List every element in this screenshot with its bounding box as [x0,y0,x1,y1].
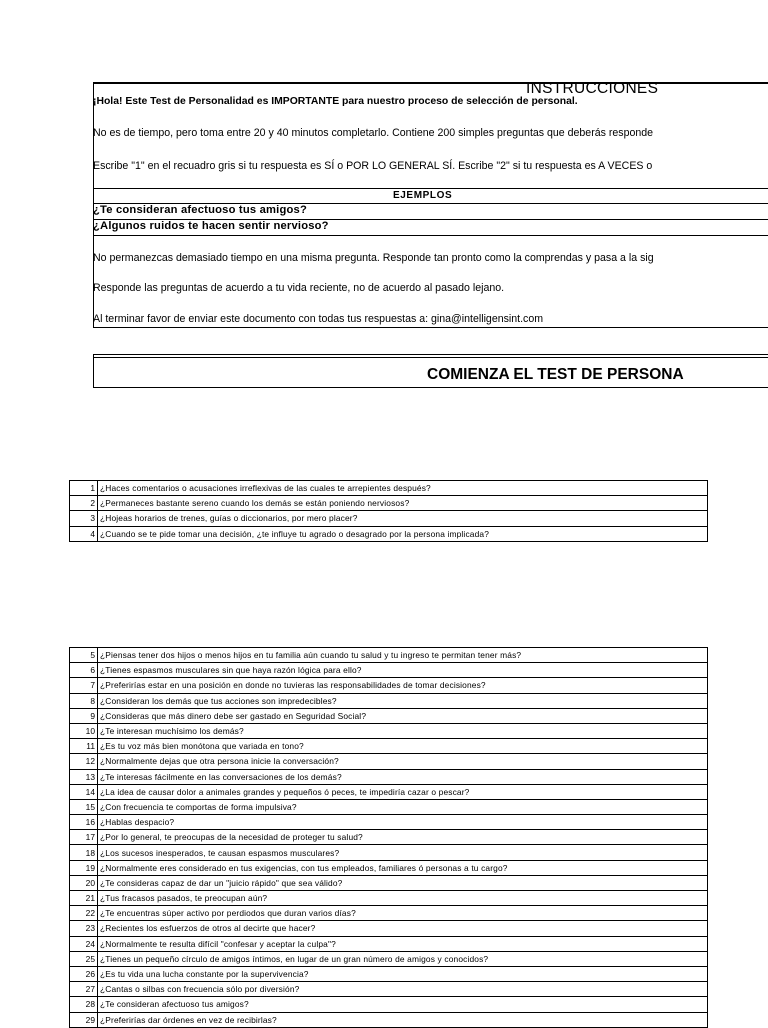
questions-table-1 [69,480,708,542]
question-text: ¿Recientes los esfuerzos de otros al decirte que hacer? [98,921,708,936]
question-text: ¿Permaneces bastante sereno cuando los demás se están poniendo nerviosos? [98,496,708,511]
question-row [70,481,708,496]
question-number: 28 [70,997,98,1012]
instructions-intro: ¡Hola! Este Test de Personalidad es IMPORTANTE para nuestro proceso de selección de personal. [93,96,578,107]
question-text: ¿Cuando se te pide tomar una decisión, ¿te influye tu agrado o desagrado por la persona implicada? [98,526,708,541]
question-row [70,799,708,814]
question-number: 19 [70,860,98,875]
question-row [70,906,708,921]
instructions-bottom-border [93,327,768,328]
question-number: 27 [70,982,98,997]
question-number: 11 [70,739,98,754]
question-number: 4 [70,526,98,541]
question-number: 26 [70,966,98,981]
question-text: ¿Piensas tener dos hijos o menos hijos en tu familia aún cuando tu salud y tu ingreso te permitan tener más? [98,648,708,663]
question-number: 22 [70,906,98,921]
question-row [70,663,708,678]
question-text: ¿Te interesan muchísimo los demás? [98,723,708,738]
question-row [70,739,708,754]
question-number: 25 [70,951,98,966]
question-row [70,708,708,723]
instructions-send-note: Al terminar favor de enviar este documento con todas tus respuestas a: gina@intelligensint.com [93,313,544,325]
question-row [70,784,708,799]
question-row [70,997,708,1012]
instructions-scoring-note: Escribe "1" en el recuadro gris si tu respuesta es SÍ o POR LO GENERAL SÍ. Escribe "2" si tu respuesta es A VECES o [93,160,653,172]
question-row [70,1012,708,1027]
question-row [70,951,708,966]
question-row [70,936,708,951]
question-row [70,526,708,541]
question-row [70,830,708,845]
question-number: 3 [70,511,98,526]
question-text: ¿Es tu vida una lucha constante por la supervivencia? [98,966,708,981]
banner-top-border [93,354,768,355]
question-text: ¿Por lo general, te preocupas de la necesidad de proteger tu salud? [98,830,708,845]
question-text: ¿Consideras que más dinero debe ser gastado en Seguridad Social? [98,708,708,723]
question-row [70,891,708,906]
question-text: ¿Normalmente eres considerado en tus exigencias, con tus empleados, familiares ó personas a tu cargo? [98,860,708,875]
question-number: 2 [70,496,98,511]
question-number: 6 [70,663,98,678]
instructions-speed-note: No permanezcas demasiado tiempo en una misma pregunta. Responde tan pronto como la comprendas y pasa a la sig [93,252,654,264]
question-text: ¿La idea de causar dolor a animales grandes y pequeños ó peces, te impediría cazar o pescar? [98,784,708,799]
banner-bottom-border [93,387,768,388]
question-text: ¿Con frecuencia te comportas de forma impulsiva? [98,799,708,814]
question-number: 10 [70,723,98,738]
question-text: ¿Tus fracasos pasados, te preocupan aún? [98,891,708,906]
instructions-section [93,82,768,328]
examples-heading: EJEMPLOS [393,190,453,201]
instructions-title: INSTRUCCIONES [526,82,659,97]
question-row [70,648,708,663]
test-start-banner [93,354,768,388]
instructions-top-border [93,82,768,84]
question-number: 24 [70,936,98,951]
question-number: 23 [70,921,98,936]
question-number: 20 [70,875,98,890]
question-text: ¿Haces comentarios o acusaciones irreflexivas de las cuales te arrepientes después? [98,481,708,496]
question-text: ¿Preferirías dar órdenes en vez de recibirlas? [98,1012,708,1027]
question-row [70,754,708,769]
example-question-1: ¿Te consideran afectuoso tus amigos? [93,204,307,216]
question-text: ¿Te consideran afectuoso tus amigos? [98,997,708,1012]
question-row [70,769,708,784]
question-number: 1 [70,481,98,496]
banner-left-border [93,354,94,388]
question-number: 21 [70,891,98,906]
question-number: 16 [70,815,98,830]
question-text: ¿Consideran los demás que tus acciones son impredecibles? [98,693,708,708]
question-text: ¿Cantas o silbas con frecuencia sólo por diversión? [98,982,708,997]
question-number: 13 [70,769,98,784]
instructions-recent-note: Responde las preguntas de acuerdo a tu vida reciente, no de acuerdo al pasado lejano. [93,282,505,294]
question-number: 29 [70,1012,98,1027]
question-row [70,845,708,860]
example-question-2: ¿Algunos ruidos te hacen sentir nervioso? [93,220,329,232]
question-number: 9 [70,708,98,723]
question-number: 15 [70,799,98,814]
example-divider-3 [93,235,768,236]
question-number: 5 [70,648,98,663]
question-number: 14 [70,784,98,799]
questions-table-2 [69,647,708,1028]
question-row [70,921,708,936]
banner-title: COMIENZA EL TEST DE PERSONA [427,366,684,383]
question-text: ¿Preferirías estar en una posición en donde no tuvieras las responsabilidades de tomar decisiones? [98,678,708,693]
question-text: ¿Hojeas horarios de trenes, guías o diccionarios, por mero placer? [98,511,708,526]
examples-divider [93,188,768,189]
question-text: ¿Tienes espasmos musculares sin que haya razón lógica para ello? [98,663,708,678]
question-row [70,511,708,526]
question-row [70,875,708,890]
question-row [70,860,708,875]
question-row [70,982,708,997]
question-number: 12 [70,754,98,769]
question-row [70,815,708,830]
question-number: 7 [70,678,98,693]
question-row [70,723,708,738]
question-text: ¿Normalmente te resulta difícil "confesar y aceptar la culpa"? [98,936,708,951]
question-text: ¿Normalmente dejas que otra persona inicie la conversación? [98,754,708,769]
banner-inner-border [93,357,768,358]
question-text: ¿Te consideras capaz de dar un "juicio rápido" que sea válido? [98,875,708,890]
question-text: ¿Es tu voz más bien monótona que variada en tono? [98,739,708,754]
question-row [70,678,708,693]
question-number: 8 [70,693,98,708]
question-row [70,693,708,708]
question-text: ¿Los sucesos inesperados, te causan espasmos musculares? [98,845,708,860]
question-number: 18 [70,845,98,860]
question-text: ¿Te encuentras súper activo por perdiodos que duran varios días? [98,906,708,921]
instructions-time-note: No es de tiempo, pero toma entre 20 y 40 minutos completarlo. Contiene 200 simples preguntas que deberás responde [93,127,654,139]
question-text: ¿Tienes un pequeño círculo de amigos íntimos, en lugar de un gran número de amigos y conocidos? [98,951,708,966]
question-text: ¿Te interesas fácilmente en las conversaciones de los demás? [98,769,708,784]
question-text: ¿Hablas despacio? [98,815,708,830]
question-number: 17 [70,830,98,845]
question-row [70,966,708,981]
question-row [70,496,708,511]
